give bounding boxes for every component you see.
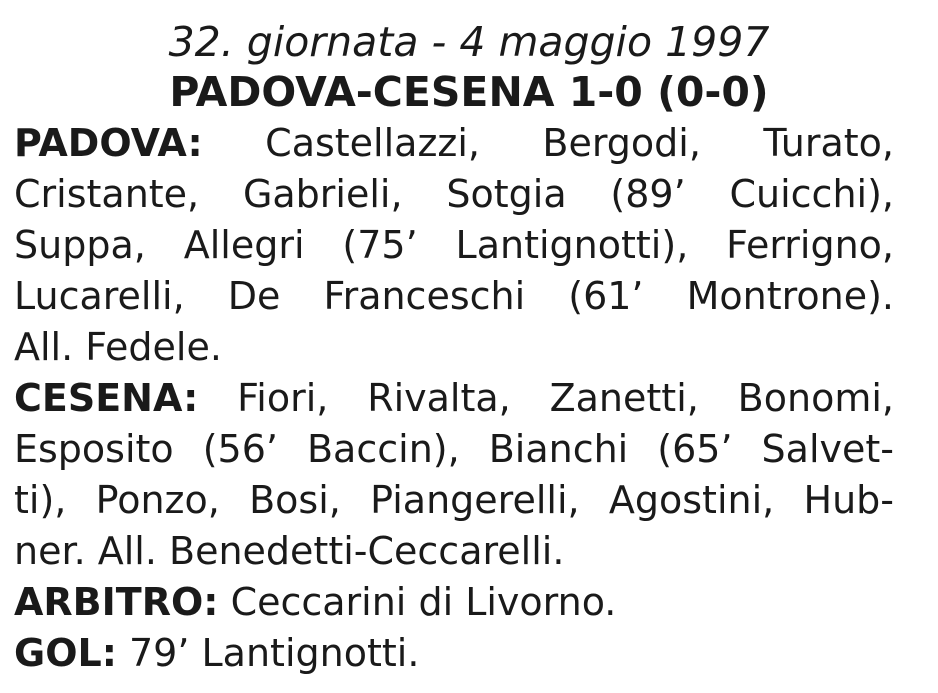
padova-label: PADOVA: bbox=[14, 121, 203, 165]
cesena-line-2: Esposito (56’ Baccin), Bianchi (65’ Salvet- bbox=[14, 427, 894, 471]
referee-label: ARBITRO: bbox=[14, 580, 219, 624]
padova-line-4: Lucarelli, De Franceschi (61’ Montrone). bbox=[14, 274, 894, 318]
padova-players-text: Castellazzi, Bergodi, Turato, bbox=[265, 121, 894, 165]
goals-line bbox=[14, 628, 894, 679]
cesena-coach-line: ner. All. Benedetti-Ceccarelli. bbox=[14, 529, 565, 573]
cesena-label: CESENA: bbox=[14, 376, 199, 420]
padova-line-3: Suppa, Allegri (75’ Lantignotti), Ferrigno, bbox=[14, 223, 894, 267]
cesena-line-1 bbox=[14, 373, 894, 424]
cesena-line-3: ti), Ponzo, Bosi, Piangerelli, Agostini, Hub- bbox=[14, 478, 894, 522]
goals-text: 79’ Lantignotti. bbox=[129, 631, 420, 675]
padova-line-2: Cristante, Gabrieli, Sotgia (89’ Cuicchi), bbox=[14, 172, 894, 216]
lineups-section bbox=[14, 118, 894, 679]
referee-line bbox=[14, 577, 894, 628]
match-result-title: PADOVA-CESENA 1-0 (0-0) bbox=[169, 68, 769, 116]
round-date-line: 32. giornata - 4 maggio 1997 bbox=[168, 18, 770, 66]
padova-line-1 bbox=[14, 118, 894, 169]
goals-label: GOL: bbox=[14, 631, 117, 675]
padova-coach-line: All. Fedele. bbox=[14, 325, 222, 369]
referee-text: Ceccarini di Livorno. bbox=[230, 580, 617, 624]
cesena-players-text: Fiori, Rivalta, Zanetti, Bonomi, bbox=[237, 376, 894, 420]
